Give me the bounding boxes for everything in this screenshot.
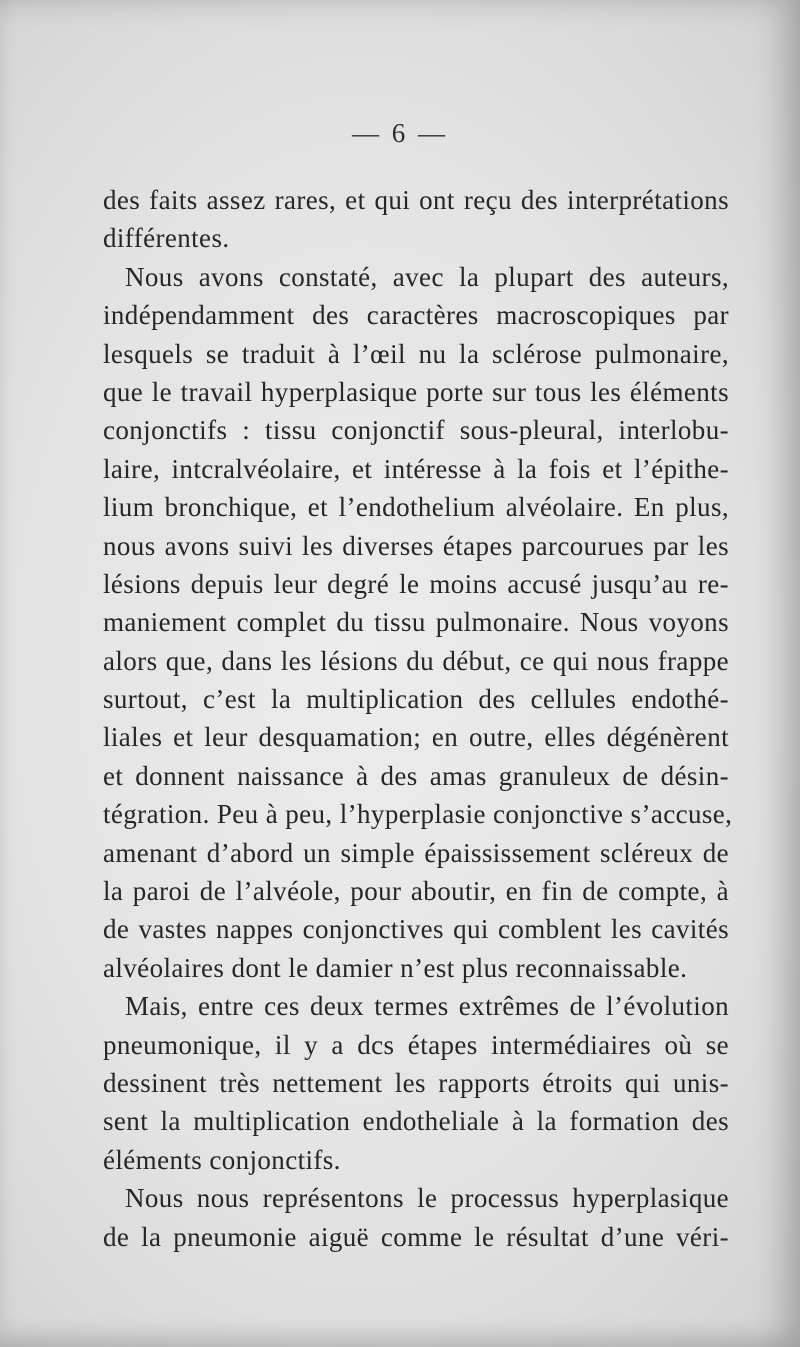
text-line: surtout, c’est la multiplication des cellules endothé- <box>103 684 729 715</box>
text-line: Nous avons constaté, avec la plupart des auteurs, <box>125 261 729 292</box>
paragraph <box>103 181 729 258</box>
text-line: Nous nous représentons le processus hyperplasique <box>125 1183 729 1214</box>
text-line: sent la multiplication endotheliale à la formation des <box>103 1106 729 1137</box>
text-line: conjonctifs : tissu conjonctif sous-pleural, interlobu- <box>103 415 729 446</box>
paragraph <box>103 987 729 1179</box>
text-line: dessinent très nettement les rapports étroits qui unis- <box>103 1067 729 1098</box>
paragraph <box>103 258 733 987</box>
text-line: que le travail hyperplasique porte sur tous les éléments <box>103 376 729 407</box>
text-line: alvéolaires dont le damier n’est plus reconnaissable. <box>103 952 688 983</box>
text-line: de la pneumonie aiguë comme le résultat d’une véri- <box>103 1221 729 1252</box>
body-text <box>103 181 733 1256</box>
text-line: Mais, entre ces deux termes extrêmes de l’évolution <box>125 991 729 1022</box>
paragraph <box>103 1179 729 1256</box>
text-line: amenant d’abord un simple épaississement scléreux de <box>103 837 729 868</box>
text-line: lesquels se traduit à l’œil nu la sclérose pulmonaire, <box>103 338 729 369</box>
text-line: lium bronchique, et l’endothelium alvéolaire. En plus, <box>103 492 729 523</box>
text-line: différentes. <box>103 223 230 254</box>
text-line: et donnent naissance à des amas granuleux de désin- <box>103 760 729 791</box>
text-line: tégration. Peu à peu, l’hyperplasie conjonctive s’accuse, <box>103 799 733 830</box>
text-line: de vastes nappes conjonctives qui comblent les cavités <box>103 914 729 945</box>
text-line: éléments conjonctifs. <box>103 1144 341 1175</box>
text-line: laire, intcralvéolaire, et intéresse à la fois et l’épithe- <box>103 453 729 484</box>
text-line: indépendamment des caractères macroscopiques par <box>103 300 729 331</box>
text-line: pneumonique, il y a dcs étapes intermédiaires où se <box>103 1029 729 1060</box>
page-number: — 6 — <box>352 118 448 148</box>
text-line: des faits assez rares, et qui ont reçu des interprétations <box>103 185 729 215</box>
text-line: maniement complet du tissu pulmonaire. Nous voyons <box>103 607 729 638</box>
text-line: la paroi de l’alvéole, pour aboutir, en fin de compte, à <box>103 876 729 907</box>
text-line: liales et leur desquamation; en outre, elles dégénèrent <box>103 722 729 753</box>
text-line: lésions depuis leur degré le moins accusé jusqu’au re- <box>103 568 729 599</box>
text-line: alors que, dans les lésions du début, ce qui nous frappe <box>103 645 729 676</box>
text-line: nous avons suivi les diverses étapes parcourues par les <box>103 530 729 561</box>
